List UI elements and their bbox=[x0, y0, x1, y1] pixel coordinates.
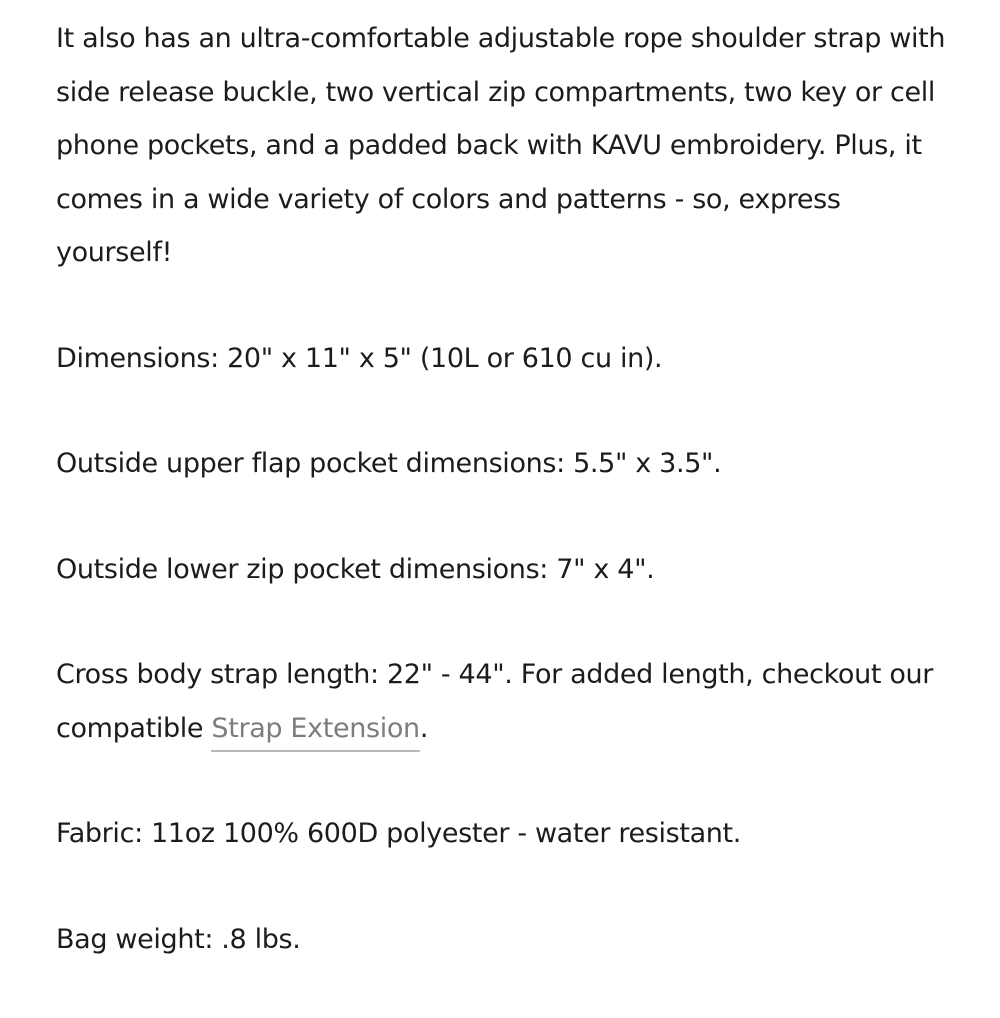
lower-pocket-text: Outside lower zip pocket dimensions: 7" x 4". bbox=[56, 553, 655, 585]
weight-text: Bag weight: .8 lbs. bbox=[56, 923, 301, 955]
strap-extension-link[interactable]: Strap Extension bbox=[211, 713, 419, 752]
fabric-text: Fabric: 11oz 100% 600D polyester - water resistant. bbox=[56, 818, 742, 849]
strap-length-text: Cross body strap length: 22" - 44". For added length, checkout our compatible bbox=[56, 659, 934, 744]
product-description bbox=[56, 12, 946, 1018]
intro-paragraph: It also has an ultra-comfortable adjustable rope shoulder strap with side release buckle, two vertical zip compartments, two key or cell phone pockets, and a padded back with KAVU embroidery. Plus, it comes in a wide variety of colors and patterns - so, express yourself! bbox=[56, 23, 946, 268]
upper-pocket-text: Outside upper flap pocket dimensions: 5.5" x 3.5". bbox=[56, 448, 722, 479]
strap-length-suffix: . bbox=[419, 712, 429, 744]
dimensions-text: Dimensions: 20" x 11" x 5" (10L or 610 cu in). bbox=[56, 342, 663, 374]
strap-length-paragraph bbox=[56, 648, 946, 755]
